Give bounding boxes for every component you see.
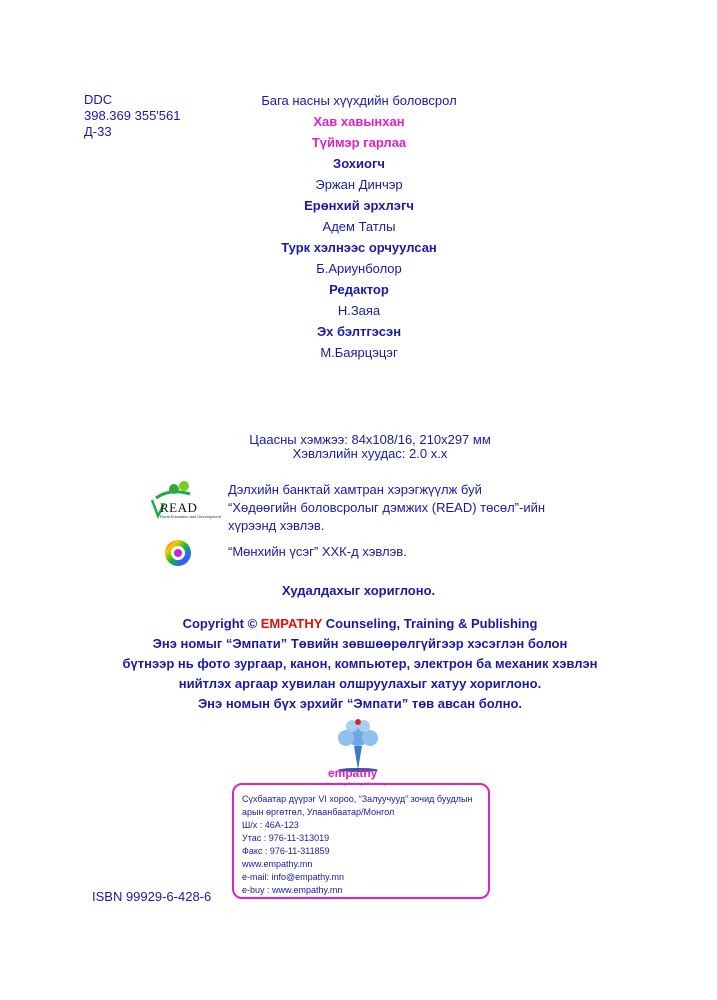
book-title-line1: Хав хавынхан: [313, 114, 405, 129]
credit-role-chief-editor: Ерөнхий эрхлэгч: [304, 198, 414, 213]
isbn: ISBN 99929-6-428-6: [92, 889, 212, 904]
ddc-label: DDC: [84, 92, 113, 107]
printer-note: “Мөнхийн үсэг” ХХК-д хэвлэв.: [228, 544, 407, 559]
copyright-suffix: Counseling, Training & Publishing: [322, 616, 538, 631]
copyright-line2: Энэ номыг “Эмпати” Төвийн зөвшөөрөлгүйгээр хэсэглэн болон: [152, 636, 568, 651]
copyright-brand: EMPATHY: [260, 616, 323, 631]
series-name: Бага насны хүүхдийн боловсрол: [261, 93, 457, 108]
print-sheets: Хэвлэлийн хуудас: 2.0 х.х: [292, 446, 448, 461]
printer-logo: [164, 539, 192, 567]
empathy-logo-tagline: Counseling, Training & Publishing: [326, 781, 386, 786]
ddc-code: Д-33: [84, 124, 112, 139]
credit-name-author: Эржан Динчэр: [315, 177, 403, 192]
address-pobox: Ш/х : 46А-123: [242, 820, 299, 830]
copyright-line4: нийтлэх аргаар хувилан олшруулахыг хатуу хориглоно.: [178, 676, 542, 691]
empathy-logo: [318, 716, 398, 790]
credit-role-translator: Турк хэлнээс орчуулсан: [281, 240, 437, 255]
empathy-tree-icon: [318, 716, 398, 772]
read-note-line1: Дэлхийн банктай хамтран хэрэгжүүлж буй: [228, 482, 482, 497]
copyright-line1: [60, 614, 660, 634]
address-ebuy: e-buy : www.empathy.mn: [242, 885, 343, 895]
address-fax: Факс : 976-11-311859: [242, 846, 330, 856]
address-website: www.empathy.mn: [242, 859, 313, 869]
address-line2: арын өргөтгөл, Улаанбаатар/Монгол: [242, 807, 395, 817]
copyright-block: [60, 614, 660, 714]
read-project-note: [228, 481, 545, 535]
address-phone: Утас : 976-11-313019: [242, 833, 330, 843]
copyright-prefix: Copyright ©: [182, 616, 261, 631]
not-for-sale: Худалдахыг хориглоно.: [281, 583, 436, 598]
credit-name-translator: Б.Ариунболор: [316, 261, 402, 276]
printer-logo-icon: [164, 539, 192, 567]
address-line1: Сүхбаатар дүүрэг VI хороо, “Залуучууд” зочид буудлын: [242, 794, 473, 804]
book-title-line2: Түймэр гарлаа: [311, 135, 407, 150]
read-note-line3: хүрээнд хэвлэв.: [228, 518, 325, 533]
read-logo-sub: Rural Education and Development: [160, 514, 221, 519]
read-logo: [150, 480, 221, 524]
credit-name-editor: Н.Заяа: [337, 303, 381, 318]
publisher-address: [242, 793, 472, 897]
credit-role-editor: Редактор: [329, 282, 389, 297]
empathy-logo-word: empathy: [328, 766, 378, 780]
format-info: [150, 433, 590, 461]
ddc-number: 398.369 355'561: [84, 108, 181, 123]
copyright-line3: бүтнээр нь фото зургаар, канон, компьютер, электрон ба механик хэвлэн: [122, 656, 598, 671]
credit-role-layout: Эх бэлтгэсэн: [316, 324, 402, 339]
credit-name-layout: М.Баярцэцэг: [320, 345, 398, 360]
ddc-classification: [84, 92, 180, 140]
read-note-line2: “Хөдөөгийн боловсролыг дэмжих (READ) төсөл”-ийн: [228, 500, 546, 515]
address-email: e-mail: info@empathy.mn: [242, 872, 345, 882]
read-logo-word: READ: [160, 500, 198, 515]
credit-name-chief-editor: Адем Татлы: [322, 219, 396, 234]
copyright-line5: Энэ номын бүх эрхийг “Эмпати” төв авсан болно.: [197, 696, 523, 711]
credits-block: [200, 90, 518, 363]
credit-role-author: Зохиогч: [333, 156, 385, 171]
paper-size: Цаасны хэмжээ: 84x108/16, 210x297 мм: [249, 432, 491, 447]
